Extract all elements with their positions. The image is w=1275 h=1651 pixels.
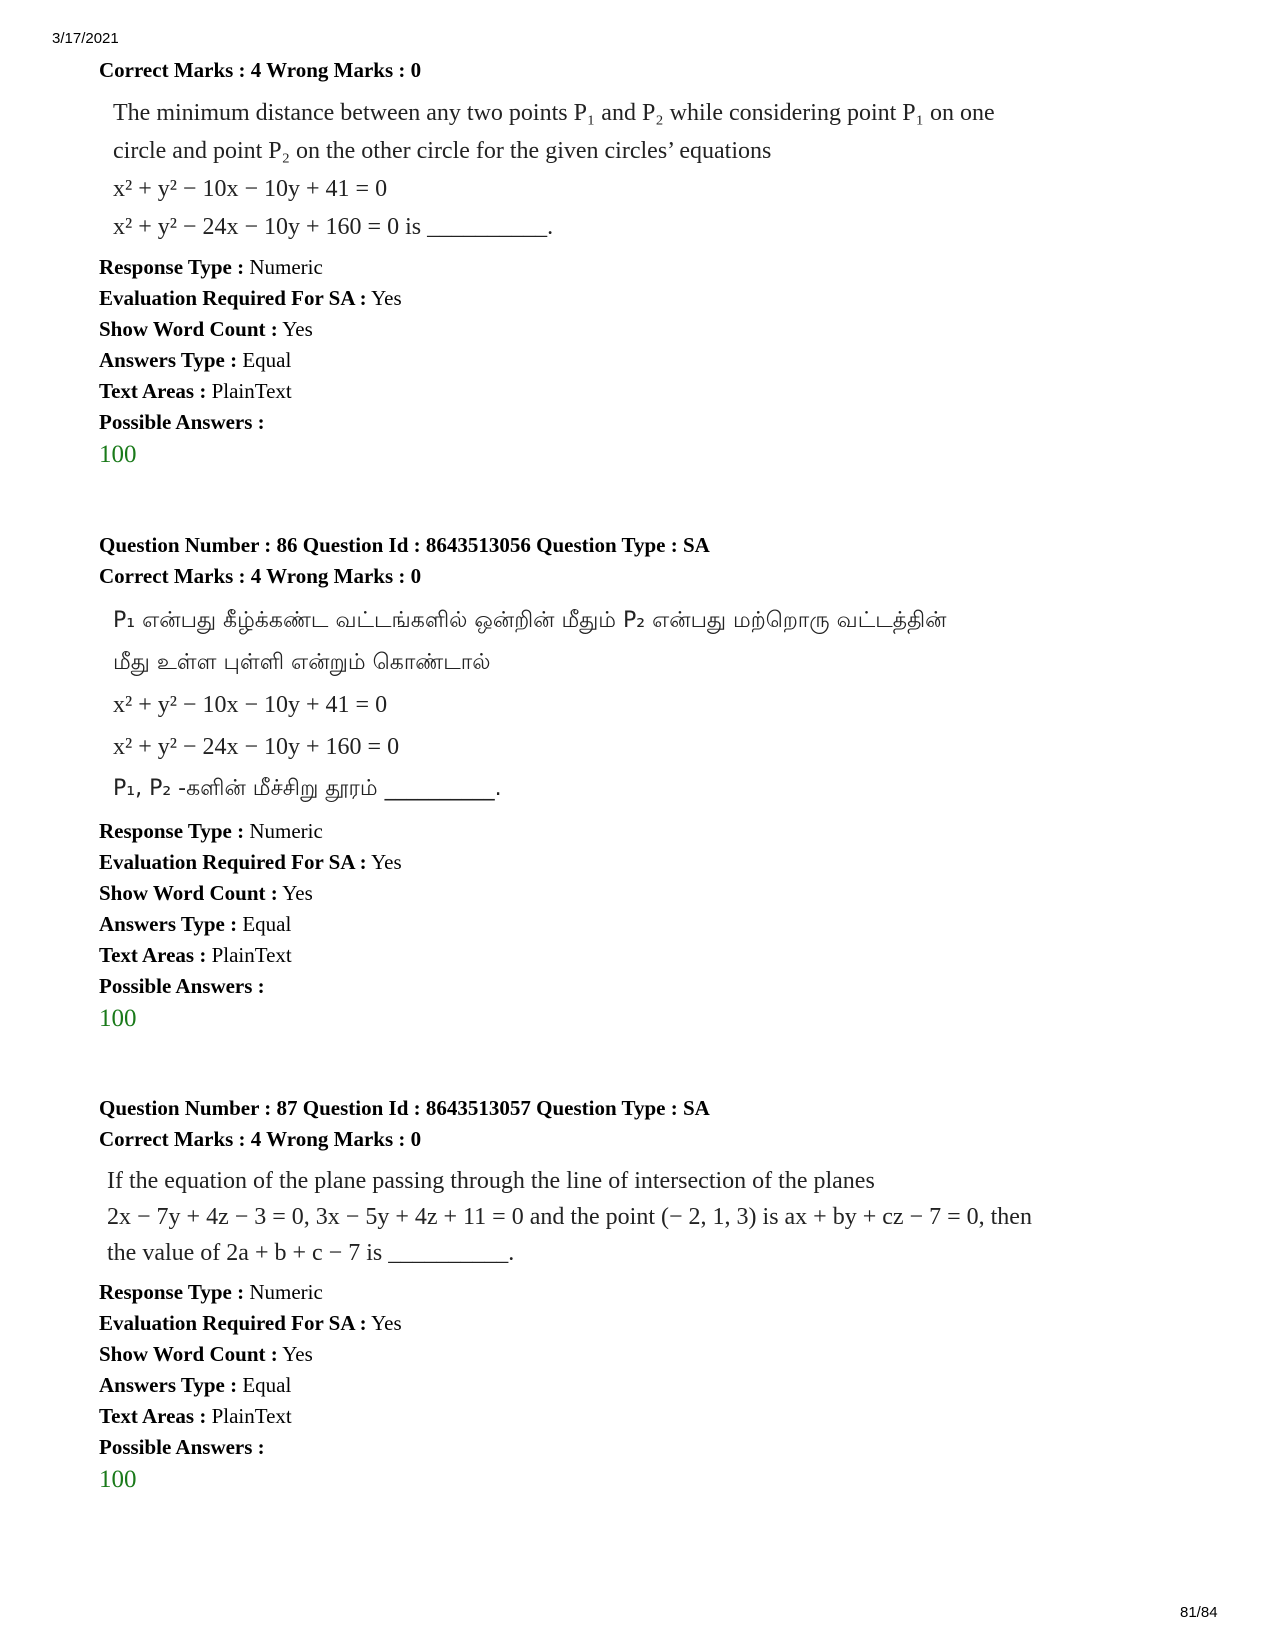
possible-answer: 100 [99,441,137,468]
question-line: circle and point P₂ on the other circle for the given circles’ equations [113,138,772,164]
meta-key: Response Type : [99,819,245,843]
meta-value: Yes [277,881,313,905]
question-block-87 [99,1093,1179,1497]
question-line: the value of 2a + b + c − 7 is __________. [107,1240,515,1266]
meta-key: Text Areas : [99,1404,207,1428]
meta-key: Show Word Count : [99,881,278,905]
possible-answer: 100 [99,1466,137,1493]
equation-line: x² + y² − 24x − 10y + 160 = 0 is __________. [113,214,554,240]
meta-value: Yes [366,850,402,874]
meta-value: PlainText [206,943,292,967]
meta-key: Evaluation Required For SA : [99,286,367,310]
marks-line: Correct Marks : 4 Wrong Marks : 0 [99,1127,422,1151]
question-line: If the equation of the plane passing through the line of intersection of the planes [107,1168,875,1194]
meta-key: Possible Answers : [99,1435,265,1459]
question-text [107,1163,1179,1271]
meta-key: Text Areas : [99,379,207,403]
meta-key: Response Type : [99,1280,245,1304]
question-meta [99,816,1179,1002]
meta-value: Numeric [244,1280,323,1304]
meta-key: Response Type : [99,255,245,279]
meta-value: Equal [237,348,292,372]
meta-value: Equal [237,1373,292,1397]
meta-value: PlainText [206,1404,292,1428]
meta-key: Evaluation Required For SA : [99,850,367,874]
meta-value: Yes [366,286,402,310]
meta-value: Yes [277,1342,313,1366]
possible-answer: 100 [99,1005,137,1032]
question-line: P₁, P₂ -களின் மீச்சிறு தூரம் __________. [113,776,502,801]
meta-key: Answers Type : [99,348,238,372]
question-text [113,94,1179,246]
question-line: P₁ என்பது கீழ்க்கண்ட வட்டங்களில் ஒன்றின் மீதும் P₂ என்பது மற்றொரு வட்டத்தின் [113,608,947,633]
meta-value: Numeric [244,819,323,843]
question-meta [99,252,1179,438]
equation-line: x² + y² − 10x − 10y + 41 = 0 [113,176,388,202]
meta-key: Answers Type : [99,912,238,936]
question-title-line: Question Number : 87 Question Id : 8643513057 Question Type : SA [99,1096,710,1120]
page-number: 81/84 [1180,1604,1218,1621]
meta-key: Answers Type : [99,1373,238,1397]
meta-value: PlainText [206,379,292,403]
question-block-85 [99,55,1179,472]
question-title-line: Question Number : 86 Question Id : 8643513056 Question Type : SA [99,533,710,557]
meta-value: Yes [366,1311,402,1335]
marks-line: Correct Marks : 4 Wrong Marks : 0 [99,564,422,588]
meta-key: Possible Answers : [99,974,265,998]
question-line: மீது உள்ள புள்ளி என்றும் கொண்டால் [113,650,491,675]
meta-key: Show Word Count : [99,317,278,341]
meta-key: Show Word Count : [99,1342,278,1366]
question-meta [99,1277,1179,1463]
marks-line: Correct Marks : 4 Wrong Marks : 0 [99,58,422,82]
question-block-86 [99,530,1179,1036]
equation-line: x² + y² − 10x − 10y + 41 = 0 [113,692,388,718]
meta-value: Equal [237,912,292,936]
question-line: 2x − 7y + 4z − 3 = 0, 3x − 5y + 4z + 11 = 0 and the point (− 2, 1, 3) is ax + by + cz − 7 = 0, then [107,1204,1032,1230]
meta-value: Yes [277,317,313,341]
equation-line: x² + y² − 24x − 10y + 160 = 0 [113,734,400,760]
print-date: 3/17/2021 [52,30,119,47]
meta-value: Numeric [244,255,323,279]
question-text [113,600,1179,810]
question-line: The minimum distance between any two points P₁ and P₂ while considering point P₁ on one [113,100,995,126]
meta-key: Evaluation Required For SA : [99,1311,367,1335]
meta-key: Text Areas : [99,943,207,967]
meta-key: Possible Answers : [99,410,265,434]
